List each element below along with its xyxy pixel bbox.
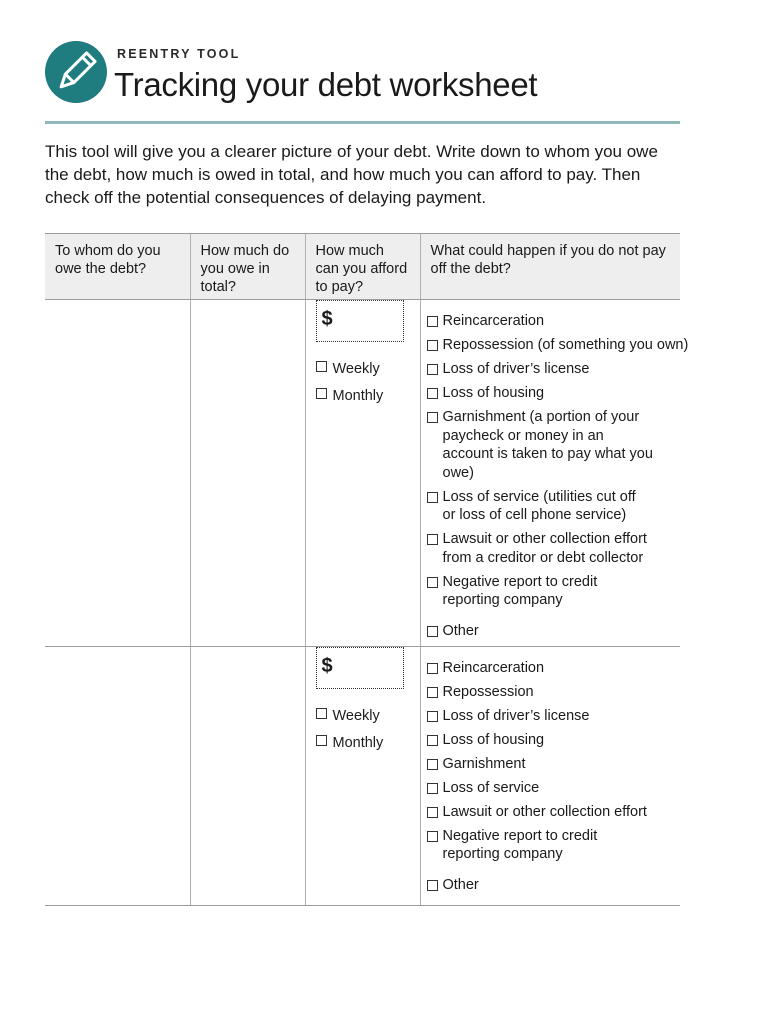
weekly-option[interactable] (316, 706, 420, 726)
consequence-item[interactable] (427, 488, 681, 525)
consequence-item[interactable] (427, 683, 681, 702)
checkbox[interactable] (427, 880, 438, 891)
weekly-label: Weekly (332, 707, 380, 724)
frequency-options (306, 359, 420, 406)
checkbox[interactable] (427, 663, 438, 674)
consequence-item[interactable] (427, 336, 689, 355)
consequence-label: Negative report to credit reporting company (442, 573, 598, 608)
consequence-label: Garnishment (442, 755, 526, 772)
consequence-label: Reincarceration (442, 313, 545, 329)
consequence-item[interactable] (427, 803, 681, 822)
consequence-label: Loss of housing (442, 385, 545, 401)
consequence-item[interactable] (427, 360, 681, 379)
checkbox[interactable] (316, 708, 327, 719)
consequences-cell (420, 300, 689, 647)
consequence-label: Loss of service (utilities cut off or loss of cell phone service) (442, 488, 636, 523)
checkbox[interactable] (427, 577, 438, 588)
monthly-label: Monthly (332, 734, 384, 751)
consequences-cell (420, 646, 680, 905)
consequence-label: Loss of driver’s license (442, 707, 590, 724)
checkbox[interactable] (427, 807, 438, 818)
consequence-item[interactable] (427, 707, 681, 726)
checkbox[interactable] (427, 412, 438, 423)
monthly-option[interactable] (316, 386, 420, 406)
checkbox[interactable] (427, 316, 438, 327)
checkbox[interactable] (427, 626, 438, 637)
consequence-label: Repossession (442, 683, 534, 700)
checkbox[interactable] (427, 735, 438, 746)
consequence-item[interactable] (427, 755, 681, 774)
whom-cell[interactable] (45, 300, 190, 647)
consequence-item[interactable] (427, 876, 681, 895)
consequence-item[interactable] (427, 573, 681, 610)
checkbox[interactable] (427, 759, 438, 770)
consequence-label: Lawsuit or other collection effort (442, 803, 647, 820)
consequence-label: Negative report to credit reporting company (442, 827, 598, 862)
consequence-item[interactable] (427, 408, 681, 482)
consequence-label: Loss of driver’s license (442, 361, 590, 377)
consequence-item[interactable] (427, 530, 681, 567)
header-whom: To whom do you owe the debt? (45, 234, 190, 300)
consequence-list (421, 647, 681, 895)
debt-table (45, 233, 689, 906)
header-consequences: What could happen if you do not pay off the debt? (420, 234, 680, 300)
whom-cell[interactable] (45, 646, 190, 905)
checkbox[interactable] (316, 361, 327, 372)
consequence-item[interactable] (427, 827, 681, 864)
amount-input[interactable]: $ (316, 647, 404, 689)
page-title: Tracking your debt worksheet (114, 66, 538, 103)
pencil-icon (45, 41, 107, 103)
checkbox[interactable] (427, 687, 438, 698)
checkbox[interactable] (427, 364, 438, 375)
checkbox[interactable] (427, 340, 438, 351)
checkbox[interactable] (427, 492, 438, 503)
afford-cell (305, 646, 420, 905)
consequence-label: Loss of housing (442, 731, 545, 748)
consequence-item[interactable] (427, 659, 681, 678)
table-row (45, 300, 680, 647)
checkbox[interactable] (427, 831, 438, 842)
table-row (45, 646, 680, 905)
checkbox[interactable] (427, 388, 438, 399)
monthly-label: Monthly (332, 388, 384, 404)
header-afford: How much can you afford to pay? (305, 234, 420, 300)
consequence-label: Repossession (of something you own) (442, 337, 689, 353)
intro-paragraph: This tool will give you a clearer picture of your debt. Write down to whom you owe the debt, how much is owed in total, and how much you can afford to pay. Then check off the potential consequences of delaying payment. (45, 142, 658, 207)
table-header-row (45, 234, 680, 300)
weekly-option[interactable] (316, 359, 420, 379)
checkbox[interactable] (316, 735, 327, 746)
consequence-item[interactable] (427, 384, 681, 403)
consequence-label: Lawsuit or other collection effort from a creditor or debt collector (442, 531, 647, 566)
logo (45, 41, 107, 103)
amount-input[interactable]: $ (316, 300, 404, 342)
consequence-label: Other (442, 622, 479, 639)
consequence-label: Reincarceration (442, 659, 545, 676)
frequency-options (306, 706, 420, 753)
consequence-item[interactable] (427, 731, 681, 750)
consequence-label: Loss of service (442, 779, 540, 796)
monthly-option[interactable] (316, 733, 420, 753)
checkbox[interactable] (316, 388, 327, 399)
eyebrow-label: REENTRY TOOL (117, 47, 241, 61)
total-cell[interactable] (190, 300, 305, 647)
checkbox[interactable] (427, 534, 438, 545)
weekly-label: Weekly (332, 361, 380, 377)
consequence-label: Garnishment (a portion of your paycheck or money in an account is taken to pay what you owe) (442, 409, 653, 481)
afford-cell (305, 300, 420, 647)
total-cell[interactable] (190, 646, 305, 905)
title-divider (45, 121, 680, 124)
consequence-item[interactable] (427, 779, 681, 798)
checkbox[interactable] (427, 711, 438, 722)
consequence-list (421, 300, 689, 640)
consequence-item[interactable] (427, 622, 681, 641)
consequence-item[interactable] (427, 312, 681, 331)
consequence-label: Other (442, 876, 479, 893)
header-total: How much do you owe in total? (190, 234, 305, 300)
checkbox[interactable] (427, 783, 438, 794)
